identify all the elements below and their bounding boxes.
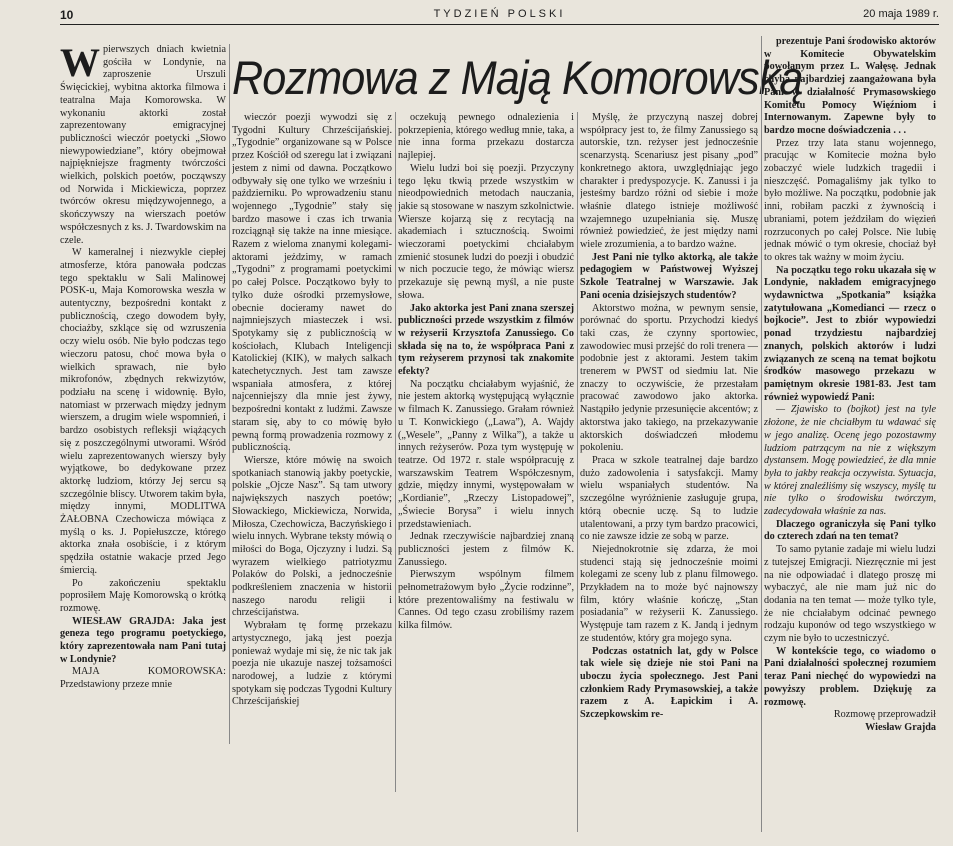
article-paragraph: Niejednokrotnie się zdarza, że moi studenci stają się jednocześnie moimi kolegami ze sceny lub z planu filmowego. Przykładem na to może być najnowszy film, który właśnie kończę, „Stan posiadania” w reżyserii K. Zanussiego. Występuje tam razem z K. Jandą i jednym ze studentów, który gra mojego syna. xyxy=(580,543,758,644)
article-paragraph: Rozmowę przeprowadził xyxy=(833,709,936,721)
article-paragraph: MAJA KOMOROWSKA: Przedstawiony przeze mnie xyxy=(60,666,226,691)
article-paragraph: Jest Pani nie tylko aktorką, ale także pedagogiem w Państwowej Wyższej Szkole Teatralnej w Warszawie. Jak Pani ocenia dzisiejszych studentów? xyxy=(580,251,758,301)
article-paragraph: Aktorstwo można, w pewnym sensie, porównać do sportu. Przychodzi kiedyś taki czas, że czynny sportowiec, zawodowiec musi przejść do roli trenera — podobnie jest z aktorami. Jestem takim trenerem w PWST od siedmiu lat. Nie znaczy to oczywiście, że przestałam pracować zawodowo jako aktorka. Nastąpiło jedynie przesunięcie akcentów; z aktorstwa jako takiego, na przekazywanie aktorskich doświadczeń młodemu pokoleniu. xyxy=(580,302,758,454)
column-1 xyxy=(60,44,226,744)
article-paragraph: W kameralnej i niezwykle ciepłej atmosferze, która panowała podczas tego spektaklu w Sali Malinowej POSK-u, Maja Komorowska weszła w autentyczny, bezpośredni kontakt z publicznością, czego dowodem były, chociażby, szklące się od wzruszenia oczy wielu osób. Nie było podczas tego wieczoru patosu, choć mowa była o wielkich sprawach, nie było mikrofonów, zbędnych rekwizytów, podziału na scenę i widownię. Było, natomiast w przerwach między jednym wierszem, a drugim wiele wspomnień, i bardzo osobistych refleksji wiążących się z poszczególnymi utworami. Wśród wielu zaprezentowanych wierszy były wyjątkowe, bo dedykowane przez aktorkę ludziom, którzy Jej sercu są szczególnie bliscy. Utworem takim była, między innymi, MODLITWA ŻAŁOBNA Czechowicza mówiąca z myślą o ks. J. Popiełuszcze, którego aktorka znała osobiście, i z którym spędziła ostatnie wakacje przed Jego śmiercią. xyxy=(60,247,226,576)
article-paragraph: Jako aktorka jest Pani znana szerszej publiczności przede wszystkim z filmów w reżyserii Krzysztofa Zanussiego. Co składa się na to, że współpraca Pani z tym reżyserem przynosi tak znakomite efekty? xyxy=(398,302,574,378)
article-title: Rozmowa z Mają Komorowską xyxy=(232,51,803,104)
article-paragraph: Wybrałam tę formę przekazu artystycznego, jaką jest poezja ponieważ wydaje mi się, że nic tak jak poezja nie ukazuje naszej tożsamości narodowej, a ludzie z którymi spotykam się podczas Tygodni Kultury Chrześcijańskiej xyxy=(232,620,392,708)
column-divider xyxy=(761,36,762,832)
header-rule xyxy=(60,24,939,25)
article-paragraph: Pierwszym wspólnym filmem pełnometrażowym było „Życie rodzinne”, które prezentowaliśmy na festiwalu w Cannes. Od tego czasu zrobiliśmy razem kilka filmów. xyxy=(398,569,574,632)
drop-cap: W xyxy=(60,44,100,85)
article-paragraph: Przez trzy lata stanu wojennego, pracując w Komitecie można było zobaczyć wiele ludzkich tragedii i nieszczęść. Pomagaliśmy jak tylko to było możliwe. Na początku, podobnie jak inni, robiłam paczki z żywnością i ubraniami, potem jeździłam do więzień rozrzuconych po całej Polsce. Nie lubię jednak mówić o tym okresie, chociaż był to okres tak ważny w moim życiu. xyxy=(764,137,936,263)
article-paragraph: Na początku tego roku ukazała się w Londynie, nakładem emigracyjnego wydawnictwa „Spotkania” książka zatytułowana „Komedianci — rzecz o bojkocie”. Jest to zbiór wypowiedzi ponad trzydziestu najbardziej znanych, polskich aktorów i ludzi związanych ze sceną na temat bojkotu środków masowego przekazu w pamiętnym okresie 1981-83. Jest tam również wypowiedź Pani: xyxy=(764,264,936,403)
article-paragraph: — Zjawisko to (bojkot) jest na tyle złożone, że nie chciałbym tu wdawać się w jego analizę. Ocenę jego pozostawmy ludziom patrzącym na nie z większym dystansem. Mogę powiedzieć, że dla mnie była to jakby reakcja oczywista. Sytuacja, w której znaleźliśmy się wszyscy, myślę tu nie tylko o środowisku twórczym, zadecydowała właśnie za nas. xyxy=(764,404,936,518)
column-2 xyxy=(232,112,392,792)
article-paragraph: Jednak rzeczywiście najbardziej znaną publiczności jestem z filmów K. Zanussiego. xyxy=(398,531,574,568)
article-paragraph: wieczór poezji wywodzi się z Tygodni Kultury Chrześcijańskiej. „Tygodnie” organizowane są w Polsce przez Kościół od szeregu lat i związani jestem z nimi od dawna. Początkowo odbywały się one tylko we wrześniu i październiku. Po wprowadzeniu stanu wojennego „Tygodnie” stały się bardzo masowe i czas ich trwania rozciągnął się także na inne miesiące. Razem z wieloma znanymi kolegami-aktorami jeździmy, w ramach „Tygodni” z programami poetyckimi po całej Polsce. Początkowo były to tylko duże ośrodki przemysłowe, obecnie docieramy nawet do najmniejszych miasteczek i wsi. Spotykamy się z publicznością w kościołach, Klubach Inteligencji Katolickiej (KIK), w małych salkach katechetycznych. Jest tam zawsze wspaniała atmosfera, z której najcenniejszy dla mnie jest żywy, bezpośredni kontakt z ludźmi. Zawsze staram się, aby to co mówię było pewną formą prowadzenia rozmowy z publicznością. xyxy=(232,112,392,454)
issue-date: 20 maja 1989 r. xyxy=(863,8,939,20)
article-paragraph: Praca w szkole teatralnej daje bardzo dużo zadowolenia i satysfakcji. Mamy wielu wspaniałych studentów. Na szczególne wyróżnienie zasługuje grupa, którą obecnie uczę. Są to ludzie utalentowani, a przy tym bardzo pracowici, co nie zawsze idzie ze sobą w parze. xyxy=(580,454,758,543)
column-4 xyxy=(580,112,758,832)
article-paragraph: WIESŁAW GRAJDA: Jaka jest geneza tego programu poetyckiego, który zaprezentowała nam Pani tutaj w Londynie? xyxy=(60,615,226,665)
article-paragraph: oczekują pewnego odnalezienia i pokrzepienia, którego według mnie, taka, a nie inna forma przekazu dostarcza najlepiej. xyxy=(398,112,574,162)
column-divider xyxy=(229,44,230,744)
column-divider xyxy=(577,112,578,832)
article-paragraph: Po zakończeniu spektaklu poprosiłem Maję Komorowską o krótką rozmowę. xyxy=(60,577,226,614)
article-paragraph: W kontekście tego, co wiadomo o Pani działalności społecznej rozumiem teraz Pani niechęć do wypowiedzi na powyższy problem. Dziękuję za rozmowę. xyxy=(764,645,936,708)
article-paragraph: Wiersze, które mówię na swoich spotkaniach stanowią jakby poetyckie, polskie „Ojcze Nasz”. Są tam utwory największych naszych poetów; Słowackiego, Mickiewicza, Norwida, Miłosza, Czechowicza, Baczyńskiego i wielu innych. Wybrane teksty mówią o miłości do Boga, Ojczyzny i ludzi. Są wyrazem wielkiego patriotyzmu Polaków do Polski, a jednocześnie podkreśleniem znaczenia w historii naszego narodu religii i chrześcijaństwa. xyxy=(232,454,392,619)
column-divider xyxy=(395,112,396,792)
article-paragraph: Na początku chciałabym wyjaśnić, że nie jestem aktorką występującą wyłącznie w filmach K. Zanussiego. Grałam również u T. Konwickiego („Lawa”), A. Wajdy („Wesele”, „Panny z Wilka”), a także u innych reżyserów. Poza tym występuję w teatrze. Od 1972 r. stale współpracuję z warszawskim Teatrem Współczesnym, gdzie, między innymi, występowałam w „Kordianie”, „Rzeczy Listopadowej”, „Świecie Borysa” i wielu innych przedstawieniach. xyxy=(398,378,574,530)
article-paragraph: Wiesław Grajda xyxy=(865,721,936,733)
article-paragraph: prezentuje Pani środowisko aktorów w Komitecie Obywatelskim powołanym przez L. Wałęsę. Jednak chyba najbardziej zaangażowana była Pani w działalność Prymasowskiego Komitetu Pomocy Więźniom i Internowanym. Zapewne były to bardzo mocne doświadczenia . . . xyxy=(764,36,936,136)
article-paragraph: Myślę, że przyczyną naszej dobrej współpracy jest to, że filmy Zanussiego są autorskie, tzn. reżyser jest jednocześnie scenarzystą. Scenariusz jest pisany „pod” konkretnego aktora, uwzględniając jego charakter i predyspozycje. K. Zanussi i ja jesteśmy bardzo różni od siebie i może właśnie dlatego istnieje możliwość wzajemnego uzupełniania się. Muszę również powiedzieć, że jest między nami wiele zrozumienia, a to bardzo ważne. xyxy=(580,112,758,251)
article-paragraph: To samo pytanie zadaje mi wielu ludzi z tutejszej Emigracji. Niezręcznie mi jest na nie odpowiadać i dlatego proszę mi wybaczyć, ale nie mam już nic do dodania na ten temat — może tylko tyle, że nie chciałabym odcinać pewnego rodzaju kuponów od tego wszystkiego w czym nie było to uczestniczyć. xyxy=(764,544,936,645)
article-paragraph: Wielu ludzi boi się poezji. Przyczyny tego lęku tkwią przede wszystkim w nieodpowiednich metodach nauczania, jakie są stosowane w naszym szkolnictwie. Wiersze kojarzą się z recytacją na akademiach i sztucznością. Swoimi wieczorami poetyckimi chciałabym zmienić stosunek ludzi do poezji i obudzić w nich poczucie tego, że mówiąc wiersz przekazuje się pewną myśl, a nie puste słowa. xyxy=(398,162,574,301)
article-paragraph: W pierwszych dniach kwietnia gościła w Londynie, na zaproszenie Urszuli Święcickiej, wybitna aktorka filmowa i teatralna Maja Komorowska. W wykonaniu aktorki został zaprezentowany emigracyjnej publiczności wieczór poetycki „Słowo niewypowiedziane”, który obejmował najpiękniejsze fragmenty twórczości wielkich, polskich poetów, począwszy od Norwida i Mickiewicza, poprzez twórców okresu międzywojennego, a skończywszy na wierszach poetów współczesnych z ks. J. Twardowskim na czele. xyxy=(60,44,226,246)
column-3 xyxy=(398,112,574,792)
article-paragraph: Dlaczego ograniczyła się Pani tylko do czterech zdań na ten temat? xyxy=(764,518,936,543)
masthead: TYDZIEŃ POLSKI xyxy=(433,8,566,20)
column-5 xyxy=(764,36,936,832)
article-paragraph: Podczas ostatnich lat, gdy w Polsce tak wiele się dzieje nie stoi Pani na uboczu życia społecznego. Jest Pani członkiem Rady Prymasowskiej, a także razem z A. Łapickim i A. Szczepkowskim re- xyxy=(580,645,758,721)
page-number: 10 xyxy=(60,8,74,22)
